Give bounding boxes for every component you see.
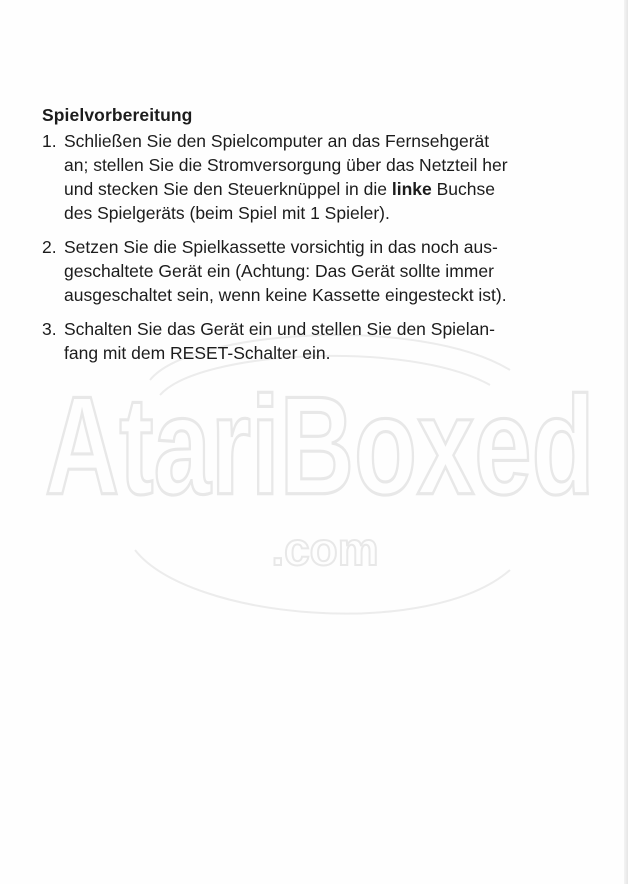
text-segment: und stecken Sie den Steuerknüppel in die [64, 179, 392, 199]
step-number: 2. [42, 237, 57, 257]
text-segment: fang mit dem RESET-Schalter ein. [64, 343, 331, 363]
watermark-text-sub: .com [271, 523, 379, 575]
step-item [42, 235, 602, 307]
steps-list [42, 129, 602, 365]
step-text-line [64, 317, 602, 341]
text-segment: Schließen Sie den Spielcomputer an das Fernsehgerät [64, 131, 490, 151]
step-text-line [64, 153, 602, 177]
text-segment: Buchse [431, 179, 495, 199]
step-text-line [64, 341, 602, 365]
step-text-line [64, 177, 602, 201]
text-segment: des Spielgeräts (beim Spiel mit 1 Spieler). [64, 203, 390, 223]
section-heading: Spielvorbereitung [42, 105, 193, 125]
watermark-text-main: AtariBoxed [44, 368, 595, 525]
step-text-line [64, 283, 602, 307]
step-text-line [64, 235, 602, 259]
step-number: 1. [42, 131, 57, 151]
step-number: 3. [42, 319, 57, 339]
text-segment: geschaltete Gerät ein (Achtung: Das Gerät sollte immer [64, 261, 494, 281]
step-text-line [64, 201, 602, 225]
step-text-line [64, 259, 602, 283]
text-segment: Schalten Sie das Gerät ein und stellen Sie den Spielan- [64, 319, 495, 339]
step-item [42, 317, 602, 365]
step-item [42, 129, 602, 225]
instructions-section [42, 104, 602, 375]
text-segment: an; stellen Sie die Stromversorgung über das Netzteil her [64, 155, 508, 175]
page-edge-shadow [624, 0, 628, 884]
text-segment: Setzen Sie die Spielkassette vorsichtig in das noch aus- [64, 237, 498, 257]
text-segment: ausgeschaltet sein, wenn keine Kassette eingesteckt ist). [64, 285, 507, 305]
step-text-line [64, 129, 602, 153]
emphasized-word: linke [391, 179, 432, 199]
